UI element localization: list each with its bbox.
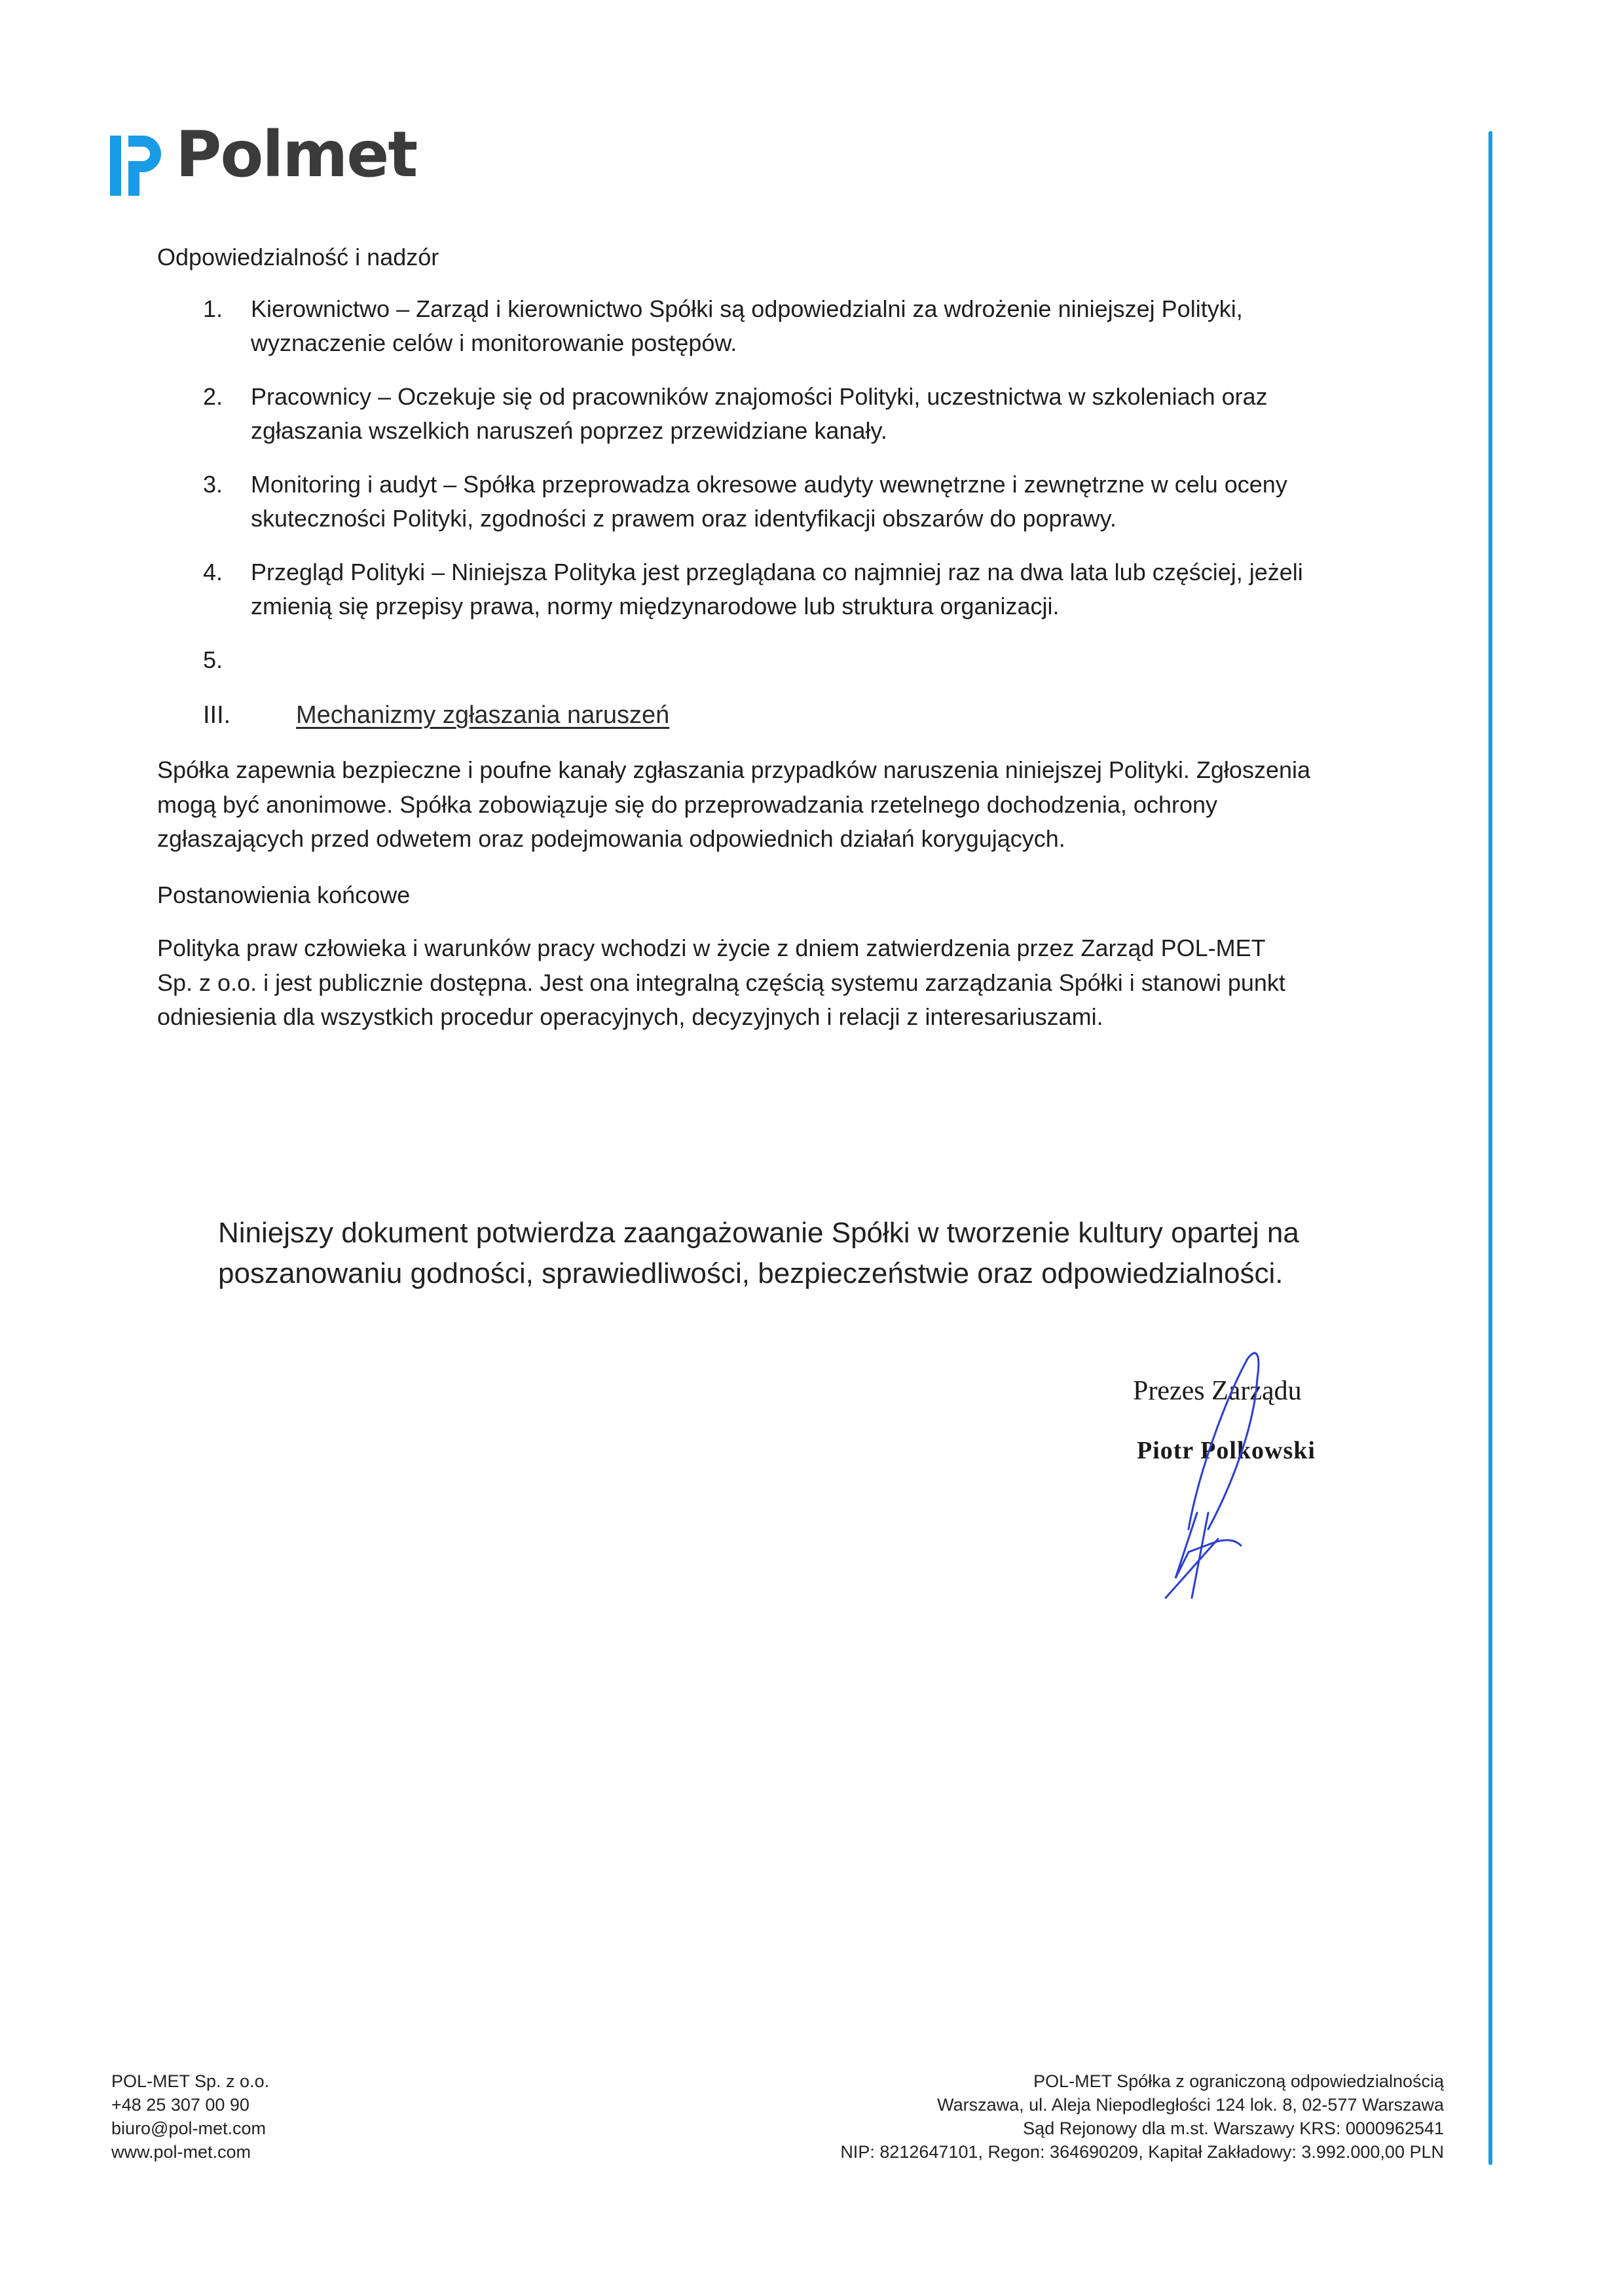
list-item-line: wyznaczenie celów i monitorowanie postępów.: [251, 329, 737, 356]
list-number: 5.: [203, 646, 223, 673]
signatory-title: Prezes Zarządu: [1133, 1376, 1302, 1406]
closing-line: poszanowaniu godności, sprawiedliwości, bezpieczeństwie oraz odpowiedzialności.: [218, 1257, 1283, 1289]
footer-registry: Sąd Rejonowy dla m.st. Warszawy KRS: 0000962541: [1023, 2119, 1444, 2138]
list-number: 2.: [203, 383, 223, 410]
footer-contact: [111, 2069, 269, 2164]
list-item-line: Przegląd Polityki – Niniejsza Polityka jest przeglądana co najmniej raz na dwa lata lub częściej, jeżeli: [251, 559, 1303, 585]
brand-name: Polmet: [175, 118, 417, 191]
section-title-reporting: Mechanizmy zgłaszania naruszeń: [296, 701, 670, 729]
list-item-text: [251, 468, 1287, 536]
footer-legal: [840, 2069, 1444, 2164]
list-item-line: Pracownicy – Oczekuje się od pracowników znajomości Polityki, uczestnictwa w szkoleniach oraz: [251, 383, 1268, 410]
logo-icon: [109, 133, 161, 198]
section-title-responsibility: Odpowiedzialność i nadzór: [157, 244, 439, 270]
paragraph-line: Spółka zapewnia bezpieczne i poufne kanały zgłaszania przypadków naruszenia niniejszej Polityki. Zgłoszenia: [157, 756, 1311, 783]
margin-rule: [1488, 131, 1492, 2165]
list-number: 3.: [203, 471, 223, 498]
section-number: III.: [203, 701, 231, 729]
list-item-line: Monitoring i audyt – Spółka przeprowadza okresowe audyty wewnętrzne i zewnętrzne w celu oceny: [251, 471, 1287, 498]
section-title-final: Postanowienia końcowe: [157, 881, 411, 908]
footer-address: Warszawa, ul. Aleja Niepodległości 124 lok. 8, 02-577 Warszawa: [937, 2095, 1444, 2115]
footer-phone[interactable]: +48 25 307 00 90: [111, 2095, 249, 2115]
signatory-name: Piotr Polkowski: [1137, 1437, 1316, 1464]
paragraph-line: mogą być anonimowe. Spółka zobowiązuje się do przeprowadzania rzetelnego dochodzenia, ochrony: [157, 790, 1217, 818]
list-number: 1.: [203, 295, 223, 322]
footer-tax-ids: NIP: 8212647101, Regon: 364690209, Kapitał Zakładowy: 3.992.000,00 PLN: [840, 2142, 1444, 2162]
paragraph-line: odniesienia dla wszystkich procedur operacyjnych, decyzyjnych i relacji z interesariuszami.: [157, 1003, 1103, 1030]
closing-line: Niniejszy dokument potwierdza zaangażowanie Spółki w tworzenie kultury opartej na: [218, 1217, 1299, 1249]
paragraph-line: zgłaszających przed odwetem oraz podejmowania odpowiednich działań korygujących.: [157, 825, 1065, 852]
reporting-paragraph: [157, 753, 1310, 857]
footer-email[interactable]: biuro@pol-met.com: [111, 2119, 266, 2138]
handwritten-signature: [1126, 1323, 1297, 1624]
closing-statement: [218, 1213, 1299, 1294]
paragraph-line: Sp. z o.o. i jest publicznie dostępna. Jest ona integralną częścią systemu zarządzania Spółki i stanowi punkt: [157, 969, 1285, 996]
footer-legal-line: POL-MET Spółka z ograniczoną odpowiedzialnością: [1033, 2071, 1444, 2091]
list-item-line: Kierownictwo – Zarząd i kierownictwo Spółki są odpowiedzialni za wdrożenie niniejszej Polityki,: [251, 295, 1243, 322]
list-item-line: skuteczności Polityki, zgodności z prawem oraz identyfikacji obszarów do poprawy.: [251, 505, 1116, 532]
list-item-text: [251, 555, 1303, 623]
list-item-text: [251, 380, 1268, 448]
final-paragraph: [157, 931, 1285, 1035]
footer-company: POL-MET Sp. z o.o.: [111, 2071, 270, 2091]
list-item-line: zgłaszania wszelkich naruszeń poprzez przewidziane kanały.: [251, 417, 887, 444]
list-number: 4.: [203, 559, 223, 585]
footer-website[interactable]: www.pol-met.com: [111, 2142, 251, 2162]
paragraph-line: Polityka praw człowieka i warunków pracy wchodzi w życie z dniem zatwierdzenia przez Zarząd POL-MET: [157, 935, 1266, 961]
list-item-text: [251, 292, 1243, 360]
list-item-line: zmienią się przepisy prawa, normy międzynarodowe lub struktura organizacji.: [251, 593, 1060, 620]
